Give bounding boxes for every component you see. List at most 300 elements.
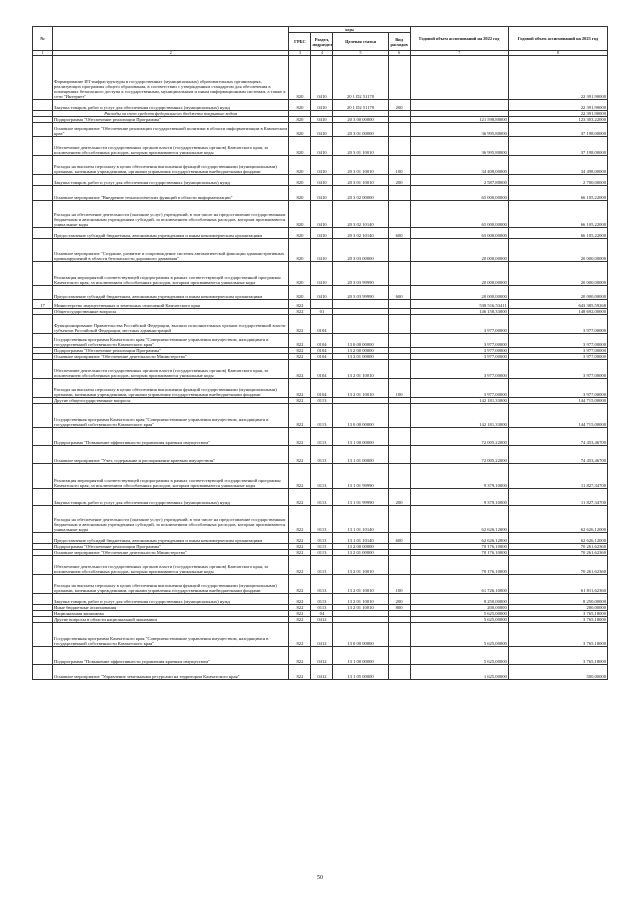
row-num-cell: 17 [33, 300, 53, 309]
row-2023-cell: 643 385,59268 [508, 300, 607, 309]
row-num-cell [33, 556, 53, 575]
row-num-cell [33, 228, 53, 239]
table-row [33, 360, 608, 379]
row-2023-cell: 74 453,46700 [508, 446, 607, 464]
row-2022-cell: 62 626,12000 [410, 506, 508, 533]
table-row [33, 533, 608, 544]
row-name-cell: Предоставление субсидий бюджетным, автономным учреждениям и иным некоммерческим организациям [53, 228, 289, 239]
row-cs-cell: 13 2 01 00000 [333, 354, 388, 360]
row-2023-cell: 11 827,34700 [508, 464, 607, 489]
row-cs-cell: 13 2 00 00000 [333, 544, 388, 550]
row-2023-cell: 62 626,12000 [508, 506, 607, 533]
row-num-cell [33, 446, 53, 464]
row-2022-cell: 3 977,00000 [410, 334, 508, 348]
table-body [33, 56, 608, 680]
row-vr-cell [388, 446, 410, 464]
header-grbs: ГРБС [289, 33, 311, 51]
row-cs-cell: 20 3 03 99990 [333, 286, 388, 300]
row-razdel-cell: 0410 [311, 262, 333, 286]
budget-table [32, 26, 608, 680]
row-grbs-cell: 822 [289, 623, 311, 647]
row-vr-cell: 600 [388, 286, 410, 300]
page-number: 50 [317, 875, 323, 881]
row-grbs-cell: 822 [289, 348, 311, 354]
table-row [33, 428, 608, 446]
row-cs-cell: 20 3 02 00000 [333, 186, 388, 201]
row-2022-cell [410, 100, 508, 111]
row-name-cell: Государственная программа Камчатского края "Совершенствование управления имуществом, находящимся в государственной собственности Камчатского края" [53, 404, 289, 428]
row-vr-cell [388, 665, 410, 680]
row-razdel-cell: 04 [311, 611, 333, 617]
table-row [33, 156, 608, 175]
row-2023-cell: 123 303,22000 [508, 117, 607, 123]
row-razdel-cell: 0410 [311, 117, 333, 123]
row-vr-cell [388, 186, 410, 201]
row-2023-cell: 3 765,18000 [508, 647, 607, 665]
row-vr-cell [388, 556, 410, 575]
row-2022-cell: 70 176,10000 [410, 550, 508, 556]
row-cs-cell: 20 3 02 10140 [333, 201, 388, 228]
row-name-cell: Закупка товаров, работ и услуг для обеспечения государственных (муниципальных) нужд [53, 100, 289, 111]
header-codes-group: коды [289, 27, 410, 33]
index-cell: 7 [410, 51, 508, 56]
row-name-cell: Расходы на выплаты персоналу в целях обеспечения выполнения функций государственными (муниципальными) органами, казенными учреждениями, органами управления государственными внебюджетными фондами [53, 156, 289, 175]
row-2022-cell: 20 000,00000 [410, 239, 508, 262]
index-cell: 8 [508, 51, 607, 56]
row-vr-cell: 200 [388, 594, 410, 605]
row-razdel-cell: 0104 [311, 348, 333, 354]
row-2023-cell: 61 811,62360 [508, 575, 607, 594]
row-num-cell [33, 56, 53, 100]
row-razdel-cell: 0113 [311, 489, 333, 506]
row-vr-cell [388, 262, 410, 286]
row-name-cell: Реализация мероприятий соответствующей подпрограммы в рамках соответствующей государственной программы Камчатского края, за исключением обособленных расходов, которым присваиваются уникальные коды [53, 262, 289, 286]
row-num-cell [33, 489, 53, 506]
row-2022-cell: 62 626,12000 [410, 533, 508, 544]
index-cell: 1 [33, 51, 53, 56]
row-razdel-cell: 0104 [311, 360, 333, 379]
row-razdel-cell: 0410 [311, 100, 333, 111]
table-row [33, 334, 608, 348]
row-2023-cell: 70 261,62360 [508, 556, 607, 575]
row-razdel-cell: 0410 [311, 123, 333, 137]
row-grbs-cell: 820 [289, 239, 311, 262]
row-2022-cell: 61 726,10000 [410, 575, 508, 594]
row-name-cell: Основное мероприятие "Учет, содержание и распоряжение краевым имуществом" [53, 446, 289, 464]
row-cs-cell: 13 2 01 10010 [333, 556, 388, 575]
row-razdel-cell: 01 [311, 309, 333, 315]
row-cs-cell: 13 2 01 10010 [333, 575, 388, 594]
row-2022-cell: 3 977,00000 [410, 354, 508, 360]
row-grbs-cell: 820 [289, 100, 311, 111]
row-2023-cell: 500,00000 [508, 665, 607, 680]
row-name-cell: Расходы на выплаты персоналу в целях обеспечения выполнения функций государственными (муниципальными) органами, казенными учреждениями, органами управления государственными внебюджетными фондами [53, 575, 289, 594]
row-name-cell: Подпрограмма "Повышение эффективности управления краевым имуществом" [53, 428, 289, 446]
row-2023-cell: 66 105,22000 [508, 201, 607, 228]
row-num-cell [33, 506, 53, 533]
row-2023-cell: 74 453,46700 [508, 428, 607, 446]
row-grbs-cell: 820 [289, 137, 311, 156]
row-grbs-cell: 822 [289, 575, 311, 594]
row-cs-cell: 20 3 01 00000 [333, 123, 388, 137]
row-grbs-cell: 820 [289, 262, 311, 286]
row-num-cell [33, 360, 53, 379]
row-razdel-cell: 0410 [311, 201, 333, 228]
row-2022-cell: 3 977,00000 [410, 360, 508, 379]
row-razdel-cell: 0412 [311, 647, 333, 665]
row-vr-cell: 600 [388, 228, 410, 239]
table-header [33, 27, 608, 56]
row-grbs-cell: 820 [289, 228, 311, 239]
row-2023-cell: 2 700,00000 [508, 175, 607, 186]
row-name-cell: Обеспечение деятельности государственных органов власти (государственных органов) Камчатского края, за исключением обособленных расходов, которым присваиваются уникальные коды [53, 360, 289, 379]
row-grbs-cell: 822 [289, 398, 311, 404]
row-vr-cell: 200 [388, 100, 410, 111]
row-name-cell: Обеспечение деятельности государственных органов власти (государственных органов) Камчатского края, за исключением обособленных расходов, которым присваиваются уникальные коды [53, 137, 289, 156]
row-name-cell: Расходы на обеспечение деятельности (оказание услуг) учреждений, в том числе на предоставление государственным бюджетным и автономным учреждениям субсидий, за исключением обособленных расходов, которым присваиваются уникальные коды [53, 201, 289, 228]
row-num-cell [33, 665, 53, 680]
row-razdel-cell: 0113 [311, 446, 333, 464]
row-vr-cell [388, 334, 410, 348]
header-num: № [33, 27, 53, 51]
row-grbs-cell: 822 [289, 300, 311, 309]
table-row [33, 201, 608, 228]
table-row [33, 300, 608, 309]
row-2022-cell: 20 000,00000 [410, 262, 508, 286]
row-name-cell: Функционирование Правительства Российской Федерации, высших исполнительных органов государственной власти субъектов Российской Федерации, местных администраций [53, 315, 289, 334]
row-2022-cell: 146 158,33000 [410, 309, 508, 315]
row-vr-cell: 100 [388, 379, 410, 398]
row-2023-cell: 3 765,18000 [508, 617, 607, 623]
row-razdel-cell: 0113 [311, 506, 333, 533]
table-row [33, 123, 608, 137]
row-vr-cell [388, 506, 410, 533]
row-2022-cell: 5 625,00000 [410, 647, 508, 665]
row-2023-cell: 200,00000 [508, 605, 607, 611]
row-vr-cell: 800 [388, 605, 410, 611]
table-row [33, 594, 608, 605]
row-num-cell [33, 186, 53, 201]
row-grbs-cell: 822 [289, 506, 311, 533]
index-cell: 4 [311, 51, 333, 56]
row-2023-cell: 3 977,00000 [508, 334, 607, 348]
row-grbs-cell: 822 [289, 556, 311, 575]
table-row [33, 489, 608, 506]
row-2022-cell: 72 005,22000 [410, 446, 508, 464]
row-2022-cell: 1 625,00000 [410, 665, 508, 680]
row-grbs-cell: 820 [289, 201, 311, 228]
row-2023-cell: 11 827,34700 [508, 489, 607, 506]
table-row [33, 56, 608, 100]
table-row [33, 446, 608, 464]
row-cs-cell: 13 2 01 10010 [333, 379, 388, 398]
row-grbs-cell: 822 [289, 617, 311, 623]
row-razdel-cell: 0113 [311, 533, 333, 544]
row-2023-cell: 144 715,00000 [508, 398, 607, 404]
row-razdel-cell [311, 300, 333, 309]
row-razdel-cell: 0412 [311, 665, 333, 680]
row-num-cell [33, 239, 53, 262]
row-cs-cell [333, 300, 388, 309]
row-2023-cell: 34 498,00000 [508, 156, 607, 175]
row-num-cell [33, 262, 53, 286]
row-name-cell: Основное мероприятие "Создание, развитие и сопровождение системы автоматической фиксации административных правонарушений в области безопасности дорожного движения" [53, 239, 289, 262]
row-2022-cell [410, 56, 508, 100]
row-2022-cell: 72 005,22000 [410, 428, 508, 446]
row-cs-cell: 13 0 00 00000 [333, 404, 388, 428]
row-vr-cell: 200 [388, 175, 410, 186]
row-cs-cell [333, 315, 388, 334]
row-grbs-cell: 822 [289, 334, 311, 348]
row-cs-cell: 13 1 01 10140 [333, 506, 388, 533]
row-cs-cell: 13 1 01 99990 [333, 489, 388, 506]
row-2023-cell: 37 198,00000 [508, 123, 607, 137]
row-num-cell [33, 533, 53, 544]
table-row [33, 100, 608, 111]
row-grbs-cell: 822 [289, 404, 311, 428]
row-name-cell: Другие общегосударственные вопросы [53, 398, 289, 404]
row-vr-cell [388, 404, 410, 428]
document-page [32, 26, 608, 680]
row-2022-cell: 142 181,33000 [410, 404, 508, 428]
row-grbs-cell: 822 [289, 544, 311, 550]
row-2022-cell: 9 379,10000 [410, 489, 508, 506]
row-grbs-cell: 822 [289, 315, 311, 334]
row-razdel-cell: 0113 [311, 556, 333, 575]
row-cs-cell: 20 3 00 00000 [333, 117, 388, 123]
row-razdel-cell: 0113 [311, 544, 333, 550]
row-name-cell: Предоставление субсидий бюджетным, автономным учреждениям и иным некоммерческим организациям [53, 286, 289, 300]
row-2023-cell: 3 977,00000 [508, 360, 607, 379]
row-grbs-cell: 822 [289, 464, 311, 489]
row-2022-cell: 5 625,00000 [410, 611, 508, 617]
row-2023-cell: 20 000,00000 [508, 262, 607, 286]
row-cs-cell: 13 0 00 00000 [333, 623, 388, 647]
row-2023-cell: 3 765,18000 [508, 623, 607, 647]
row-name-cell: Подпрограмма "Повышение эффективности управления краевым имуществом" [53, 647, 289, 665]
row-grbs-cell: 822 [289, 647, 311, 665]
row-name-cell: Подпрограмма "Обеспечение реализации Программы" [53, 544, 289, 550]
row-name-cell: Основное мероприятие "Обеспечение реализации государственной политики в области информатизации в Камчатском крае" [53, 123, 289, 137]
row-name-cell: Закупка товаров, работ и услуг для обеспечения государственных (муниципальных) нужд [53, 594, 289, 605]
row-grbs-cell: 820 [289, 286, 311, 300]
row-cs-cell: 13 1 01 00000 [333, 446, 388, 464]
row-num-cell [33, 201, 53, 228]
row-name-cell: Подпрограмма "Обеспечение реализации Программы" [53, 117, 289, 123]
row-vr-cell [388, 300, 410, 309]
row-cs-cell: 20 3 02 10140 [333, 228, 388, 239]
row-2022-cell: 70 176,10000 [410, 544, 508, 550]
row-num-cell [33, 175, 53, 186]
row-2022-cell: 70 176,10000 [410, 556, 508, 575]
row-razdel-cell: 0410 [311, 56, 333, 100]
row-razdel-cell: 0113 [311, 398, 333, 404]
index-cell: 3 [289, 51, 311, 56]
row-grbs-cell: 822 [289, 379, 311, 398]
row-2023-cell: 22 391,90000 [508, 111, 607, 117]
row-2022-cell: 9 379,10000 [410, 464, 508, 489]
row-name-cell: Расходы за счет средств федерального бюджета покрытые кодом [53, 111, 289, 117]
row-vr-cell [388, 647, 410, 665]
row-name-cell: Другие вопросы в области национальной экономики [53, 617, 289, 623]
row-grbs-cell: 822 [289, 489, 311, 506]
row-grbs-cell: 820 [289, 56, 311, 100]
row-name-cell: Основное мероприятие "Управление земельными ресурсами на территории Камчатского края" [53, 665, 289, 680]
header-2023: Годовой объем ассигнований на 2023 год [508, 27, 607, 51]
row-vr-cell [388, 360, 410, 379]
header-vr: Вид расходов [388, 33, 410, 51]
table-row [33, 262, 608, 286]
row-2023-cell: 3 977,00000 [508, 315, 607, 334]
row-grbs-cell: 822 [289, 611, 311, 617]
row-vr-cell: 100 [388, 575, 410, 594]
row-vr-cell: 100 [388, 156, 410, 175]
row-num-cell [33, 428, 53, 446]
row-cs-cell: 20 1 D2 51170 [333, 56, 388, 100]
table-row [33, 575, 608, 594]
row-cs-cell: 13 2 01 10010 [333, 360, 388, 379]
row-2022-cell: 3 977,00000 [410, 348, 508, 354]
row-2023-cell: 22 391,90000 [508, 56, 607, 100]
row-name-cell: Иные бюджетные ассигнования [53, 605, 289, 611]
row-vr-cell [388, 464, 410, 489]
row-razdel-cell: 0412 [311, 617, 333, 623]
row-name-cell: Государственная программа Камчатского края "Совершенствование управления имуществом, находящимся в государственной собственности Камчатского края" [53, 623, 289, 647]
table-row [33, 647, 608, 665]
row-name-cell: Государственная программа Камчатского края "Совершенствование управления имуществом, находящимся в государственной собственности Камчатского края" [53, 334, 289, 348]
row-razdel-cell: 0410 [311, 239, 333, 262]
row-razdel-cell: 0113 [311, 428, 333, 446]
table-row [33, 623, 608, 647]
row-cs-cell: 20 3 03 00000 [333, 239, 388, 262]
row-2022-cell: 34 408,00000 [410, 156, 508, 175]
header-cs: Целевая статья [333, 33, 388, 51]
row-vr-cell [388, 123, 410, 137]
row-grbs-cell: 822 [289, 428, 311, 446]
row-grbs-cell: 822 [289, 550, 311, 556]
table-row [33, 665, 608, 680]
table-row [33, 379, 608, 398]
row-2023-cell: 66 105,22000 [508, 186, 607, 201]
row-grbs-cell: 820 [289, 175, 311, 186]
row-grbs-cell: 822 [289, 605, 311, 611]
row-razdel-cell: 0410 [311, 137, 333, 156]
row-razdel-cell: 0410 [311, 286, 333, 300]
row-cs-cell: 13 1 00 00000 [333, 647, 388, 665]
row-2023-cell: 20 000,00000 [508, 239, 607, 262]
row-2023-cell: 148 692,00000 [508, 309, 607, 315]
row-name-cell: Основное мероприятие "Внедрение технологических функций в области информатизации" [53, 186, 289, 201]
row-vr-cell [388, 623, 410, 647]
row-razdel-cell: 0104 [311, 315, 333, 334]
row-2023-cell: 3 977,00000 [508, 379, 607, 398]
row-num-cell [33, 137, 53, 156]
row-2023-cell: 8 250,00000 [508, 594, 607, 605]
row-2023-cell: 20 000,00000 [508, 286, 607, 300]
row-2022-cell: 2 587,88000 [410, 175, 508, 186]
row-2023-cell: 66 105,22000 [508, 228, 607, 239]
row-razdel-cell: 0104 [311, 354, 333, 360]
row-razdel-cell: 0113 [311, 575, 333, 594]
row-num-cell [33, 647, 53, 665]
table-row [33, 228, 608, 239]
row-2022-cell: 3 977,00000 [410, 379, 508, 398]
row-razdel-cell: 0412 [311, 623, 333, 647]
row-num-cell [33, 404, 53, 428]
row-2023-cell: 70 261,62360 [508, 550, 607, 556]
row-cs-cell: 13 2 00 00000 [333, 348, 388, 354]
row-cs-cell: 13 1 00 00000 [333, 428, 388, 446]
header-razdel: Раздел, подраздел [311, 33, 333, 51]
row-2022-cell: 200,00000 [410, 605, 508, 611]
row-name-cell: Расходы на выплаты персоналу в целях обеспечения выполнения функций государственными (муниципальными) органами, казенными учреждениями, органами управления государственными внебюджетными фондами [53, 379, 289, 398]
header-name [53, 27, 289, 51]
row-name-cell: Министерство имущественных и земельных отношений Камчатского края [53, 300, 289, 309]
row-num-cell [33, 123, 53, 137]
index-cell: 2 [53, 51, 289, 56]
row-grbs-cell: 822 [289, 360, 311, 379]
row-2022-cell: 65 000,00000 [410, 228, 508, 239]
row-2022-cell: 8 250,00000 [410, 594, 508, 605]
row-name-cell: Обеспечение деятельности государственных органов власти (государственных органов) Камчатского края, за исключением обособленных расходов, которым присваиваются уникальные коды [53, 556, 289, 575]
row-cs-cell: 13 2 01 00000 [333, 550, 388, 556]
row-razdel-cell: 0410 [311, 175, 333, 186]
table-row [33, 556, 608, 575]
row-vr-cell [388, 315, 410, 334]
row-name-cell: Общегосударственные вопросы [53, 309, 289, 315]
index-cell: 5 [333, 51, 388, 56]
row-cs-cell: 20 3 01 10010 [333, 137, 388, 156]
row-vr-cell [388, 56, 410, 100]
row-name-cell: Основное мероприятие "Обеспечение деятельности Министерства" [53, 354, 289, 360]
row-2023-cell: 3 977,00000 [508, 354, 607, 360]
row-grbs-cell: 820 [289, 123, 311, 137]
row-num-cell [33, 623, 53, 647]
row-2022-cell: 538 516,53411 [410, 300, 508, 309]
row-name-cell: Закупка товаров, работ и услуг для обеспечения государственных (муниципальных) нужд [53, 489, 289, 506]
row-name-cell: Формирование ИТ-инфраструктуры в государственных (муниципальных) образовательных организациях, реализующих программы общего образования, в соответствии с утвержденным стандартом для обеспечения в помещениях безопасного доступа к государственным, муниципальным и иным информационным системам, а также к сети "Интернет" [53, 56, 289, 100]
row-name-cell: Предоставление субсидий бюджетным, автономным учреждениям и иным некоммерческим организациям [53, 533, 289, 544]
row-razdel-cell: 0113 [311, 594, 333, 605]
row-num-cell [33, 594, 53, 605]
row-grbs-cell: 822 [289, 533, 311, 544]
row-grbs-cell: 822 [289, 594, 311, 605]
row-name-cell: Расходы на обеспечение деятельности (оказание услуг) учреждений, в том числе на предоставление государственным бюджетным и автономным учреждениям субсидий, за исключением обособленных расходов, которым присваиваются уникальные коды [53, 506, 289, 533]
row-num-cell [33, 464, 53, 489]
row-razdel-cell: 0113 [311, 605, 333, 611]
row-vr-cell [388, 239, 410, 262]
row-razdel-cell: 0410 [311, 156, 333, 175]
row-name-cell: Закупка товаров, работ и услуг для обеспечения государственных (муниципальных) нужд [53, 175, 289, 186]
row-name-cell: Национальная экономика [53, 611, 289, 617]
row-grbs-cell: 820 [289, 156, 311, 175]
row-2022-cell: 3 977,00000 [410, 315, 508, 334]
row-razdel-cell: 0113 [311, 464, 333, 489]
row-2022-cell: 65 000,00000 [410, 186, 508, 201]
row-2022-cell: 5 625,00000 [410, 617, 508, 623]
row-cs-cell: 13 1 01 99990 [333, 464, 388, 489]
row-num-cell [33, 315, 53, 334]
row-2023-cell: 3 977,00000 [508, 348, 607, 354]
table-row [33, 315, 608, 334]
table-row [33, 506, 608, 533]
row-grbs-cell: 820 [289, 117, 311, 123]
row-2023-cell: 3 765,18000 [508, 611, 607, 617]
row-name-cell: Подпрограмма "Обеспечение реализации Программы" [53, 348, 289, 354]
row-vr-cell [388, 137, 410, 156]
row-2022-cell: 20 000,00000 [410, 286, 508, 300]
row-cs-cell: 13 1 05 00000 [333, 665, 388, 680]
